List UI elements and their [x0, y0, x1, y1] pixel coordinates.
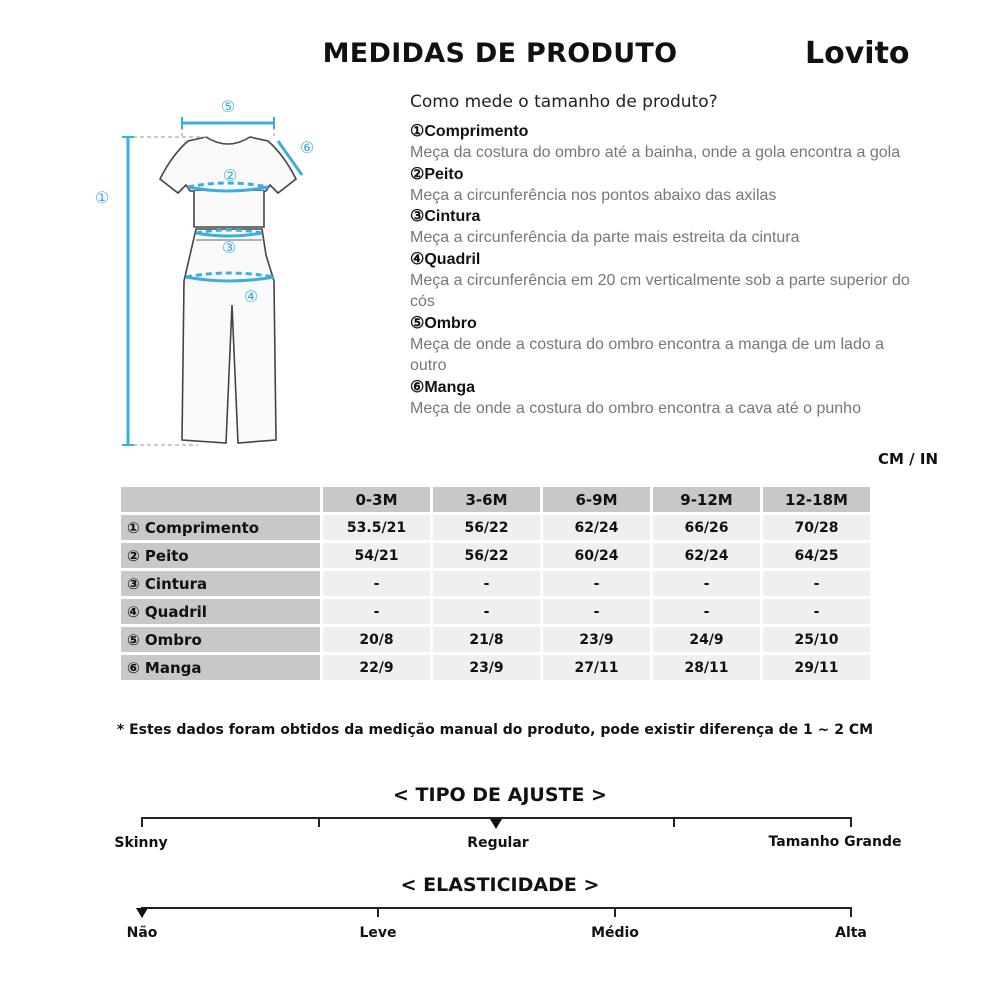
size-table [118, 484, 873, 683]
table-row [121, 655, 870, 680]
def-shoulder-desc: Meça de onde a costura do ombro encontra a manga de um lado a outro [410, 335, 885, 374]
table-cell: - [653, 571, 760, 596]
marker-shoulder: ⑤ [220, 97, 236, 116]
table-cell: 60/24 [543, 543, 650, 568]
def-chest-label: ②Peito [410, 165, 464, 183]
table-cell: 27/11 [543, 655, 650, 680]
column-header: 6-9M [543, 487, 650, 512]
unit-label: CM / IN [878, 450, 938, 468]
elasticity-label-medium: Médio [591, 925, 639, 941]
column-header: 9-12M [653, 487, 760, 512]
def-sleeve-label: ⑥Manga [410, 378, 476, 396]
marker-sleeve: ⑥ [299, 138, 315, 157]
def-waist-label: ③Cintura [410, 208, 481, 225]
elasticity-label-high: Alta [835, 925, 867, 941]
row-label: ② Peito [121, 543, 320, 568]
marker-chest: ② [222, 166, 238, 185]
fit-label-regular: Regular [467, 835, 529, 851]
row-label: ① Comprimento [121, 515, 320, 540]
fit-tick [673, 817, 675, 827]
row-label: ③ Cintura [121, 571, 320, 596]
table-cell: 22/9 [323, 655, 430, 680]
row-label: ④ Quadril [121, 599, 320, 624]
table-cell: 20/8 [323, 627, 430, 652]
table-row [121, 627, 870, 652]
table-cell: - [543, 599, 650, 624]
table-cell: 70/28 [763, 515, 870, 540]
table-cell: 56/22 [433, 515, 540, 540]
table-header-row [121, 487, 870, 512]
column-header: 0-3M [323, 487, 430, 512]
elasticity-label-light: Leve [359, 925, 397, 941]
table-row [121, 571, 870, 596]
guide-question: Como mede o tamanho de produto? [410, 92, 718, 112]
def-chest-desc: Meça a circunferência nos pontos abaixo das axilas [410, 186, 777, 204]
measurement-note: * Estes dados foram obtidos da medição manual do produto, pode existir diferença de 1 ~ 2 CM [116, 722, 874, 738]
table-cell: - [763, 571, 870, 596]
table-cell: 62/24 [653, 543, 760, 568]
def-hip-desc: Meça a circunferência em 20 cm verticalmente sob a parte superior do cós [410, 271, 910, 310]
table-cell: 23/9 [543, 627, 650, 652]
table-cell: - [433, 571, 540, 596]
table-corner [121, 487, 320, 512]
table-cell: 21/8 [433, 627, 540, 652]
table-cell: 66/26 [653, 515, 760, 540]
table-cell: 25/10 [763, 627, 870, 652]
marker-hip: ④ [243, 287, 259, 306]
table-cell: - [433, 599, 540, 624]
row-label: ⑥ Manga [121, 655, 320, 680]
elasticity-selected-marker-icon [136, 908, 148, 918]
table-cell: 54/21 [323, 543, 430, 568]
table-row [121, 599, 870, 624]
fit-tick [318, 817, 320, 827]
table-cell: - [323, 571, 430, 596]
table-cell: 53.5/21 [323, 515, 430, 540]
fit-label-large: Tamanho Grande [768, 834, 902, 850]
brand-logo: Lovito [805, 36, 910, 71]
fit-scale-title: < TIPO DE AJUSTE > [393, 784, 607, 806]
row-label: ⑤ Ombro [121, 627, 320, 652]
table-cell: 23/9 [433, 655, 540, 680]
garment-illustration [88, 95, 328, 455]
elasticity-scale-title: < ELASTICIDADE > [400, 874, 600, 896]
table-cell: 62/24 [543, 515, 650, 540]
marker-length: ① [94, 188, 110, 207]
def-sleeve-desc: Meça de onde a costura do ombro encontra a cava até o punho [410, 399, 861, 417]
def-shoulder-label: ⑤Ombro [410, 314, 477, 332]
table-row [121, 543, 870, 568]
table-cell: - [763, 599, 870, 624]
table-cell: 24/9 [653, 627, 760, 652]
def-length-label: ①Comprimento [410, 123, 529, 140]
table-row [121, 515, 870, 540]
table-cell: 64/25 [763, 543, 870, 568]
table-cell: - [323, 599, 430, 624]
fit-tick [141, 817, 143, 827]
def-waist-desc: Meça a circunferência da parte mais estreita da cintura [410, 229, 800, 246]
marker-waist: ③ [221, 238, 237, 257]
table-cell: 56/22 [433, 543, 540, 568]
elasticity-tick [850, 907, 852, 917]
fit-tick [850, 817, 852, 827]
pants-garment [182, 229, 276, 443]
fit-label-skinny: Skinny [114, 835, 168, 851]
table-cell: - [653, 599, 760, 624]
table-cell: 29/11 [763, 655, 870, 680]
elasticity-tick [377, 907, 379, 917]
def-length-desc: Meça da costura do ombro até a bainha, onde a gola encontra a gola [410, 144, 901, 161]
measurement-definitions [410, 121, 920, 419]
table-cell: - [543, 571, 650, 596]
garment-figure [88, 95, 328, 459]
elasticity-label-none: Não [126, 925, 158, 941]
elasticity-tick [614, 907, 616, 917]
fit-selected-marker-icon [490, 819, 502, 829]
table-cell: 28/11 [653, 655, 760, 680]
def-hip-label: ④Quadril [410, 250, 481, 268]
column-header: 3-6M [433, 487, 540, 512]
elasticity-scale-line [141, 907, 852, 909]
page-title: MEDIDAS DE PRODUTO [322, 38, 678, 69]
column-header: 12-18M [763, 487, 870, 512]
